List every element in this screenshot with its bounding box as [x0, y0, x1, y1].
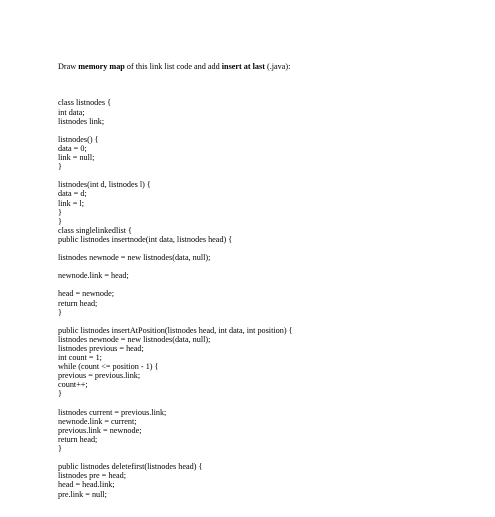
code-line [58, 244, 458, 253]
code-line: public listnodes insertAtPosition(listnodes head, int data, int position) { [58, 325, 293, 335]
code-line: newnode.link = head; [58, 271, 129, 281]
code-line: class listnodes { [58, 98, 112, 108]
code-line: } [58, 444, 62, 454]
code-line [58, 262, 458, 271]
code-line: } [58, 389, 62, 399]
code-line: previous = previous.link; [58, 371, 141, 381]
code-line: previous.link = newnode; [58, 425, 142, 435]
instruction-middle: of this link list code and add [124, 62, 222, 72]
code-line [58, 399, 458, 408]
instruction-prefix: Draw [58, 62, 79, 72]
instruction-bold-insert-at-last: insert at last [221, 62, 265, 72]
code-line: listnodes pre = head; [58, 471, 127, 481]
code-line: count++; [58, 380, 88, 390]
code-line: } [58, 307, 62, 317]
code-line: listnodes link; [58, 116, 105, 126]
code-line: head = head.link; [58, 480, 115, 490]
code-line [58, 317, 458, 326]
code-line: return head; [58, 298, 98, 308]
code-line [58, 453, 458, 462]
document-content [58, 44, 458, 517]
code-line: int data; [58, 107, 85, 117]
code-line [58, 280, 458, 289]
code-line: public listnodes insertnode(int data, listnodes head) { [58, 234, 233, 244]
code-line: return head; [58, 434, 98, 444]
code-block [58, 98, 458, 498]
code-line: link = l; [58, 198, 84, 208]
code-line: listnodes newnode = new listnodes(data, null); [58, 334, 211, 344]
code-line: listnodes current = previous.link; [58, 407, 167, 417]
code-line: } [58, 216, 62, 226]
code-line: while (count <= position - 1) { [58, 362, 159, 372]
instruction-bold-memory-map: memory map [78, 62, 125, 72]
code-line: listnodes() { [58, 134, 99, 144]
code-line: data = d; [58, 189, 87, 199]
code-line: head = newnode; [58, 289, 114, 299]
code-line: } [58, 207, 62, 217]
code-line: listnodes newnode = new listnodes(data, null); [58, 253, 211, 263]
instruction-suffix: (.java): [264, 62, 291, 72]
code-line: data = 0; [58, 143, 87, 153]
code-line [58, 171, 458, 180]
code-line: class singlelinkedlist { [58, 225, 132, 235]
instruction-text [58, 62, 458, 71]
code-line: } [58, 162, 62, 172]
code-line [58, 126, 458, 135]
code-line: newnode.link = current; [58, 416, 137, 426]
code-line: listnodes(int d, listnodes l) { [58, 180, 151, 190]
code-line: link = null; [58, 153, 95, 163]
code-line: int count = 1; [58, 353, 102, 363]
code-line: listnodes previous = head; [58, 344, 144, 353]
code-line: pre.link = null; [58, 489, 107, 499]
code-line: public listnodes deletefirst(listnodes head) { [58, 462, 203, 472]
